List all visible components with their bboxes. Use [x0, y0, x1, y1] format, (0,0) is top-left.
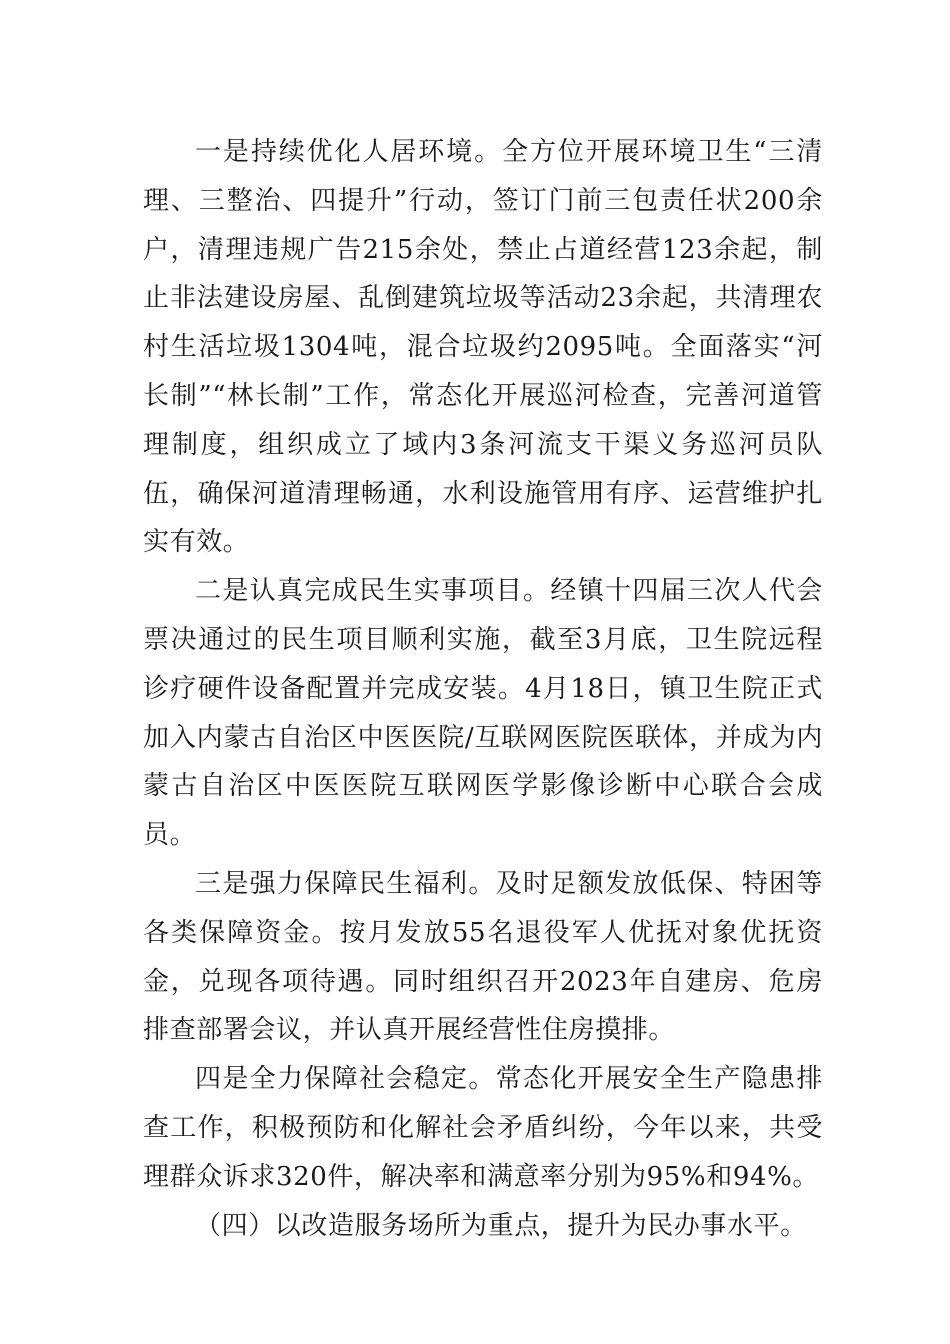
section-heading-service-venues: （四）以改造服务场所为重点，提升为民办事水平。: [195, 1210, 807, 1241]
paragraph-social-stability: 四是全力保障社会稳定。常态化开展安全生产隐患排查工作，积极预防和化解社会矛盾纠纷，今年以来，共受理群众诉求320件，解决率和满意率分别为95%和94%。: [143, 1064, 823, 1192]
paragraph-livelihood-projects: 二是认真完成民生实事项目。经镇十四届三次人代会票决通过的民生项目顺利实施，截至3月底，卫生院远程诊疗硬件设备配置并完成安装。4月18日，镇卫生院正式加入内蒙古自治区中医医院/互联网医院医联体，并成为内蒙古自治区中医医院互联网医学影像诊断中心联合会成员。: [143, 576, 823, 851]
paragraph-welfare: 三是强力保障民生福利。及时足额发放低保、特困等各类保障资金。按月发放55名退役军人优抚对象优抚资金，兑现各项待遇。同时组织召开2023年自建房、危房排查部署会议，并认真开展经营性住房摸排。: [143, 868, 823, 1046]
paragraph-living-environment: 一是持续优化人居环境。全方位开展环境卫生“三清理、三整治、四提升”行动，签订门前三包责任状200余户，清理违规广告215余处，禁止占道经营123余起，制止非法建设房屋、乱倒建筑垃圾等活动23余起，共清理农村生活垃圾1304吨，混合垃圾约2095吨。全面落实“河长制”“林长制”工作，常态化开展巡河检查，完善河道管理制度，组织成立了域内3条河流支干渠义务巡河员队伍，确保河道清理畅通，水利设施管用有序、运营维护扎实有效。: [143, 137, 823, 558]
document-body: [143, 128, 823, 1250]
